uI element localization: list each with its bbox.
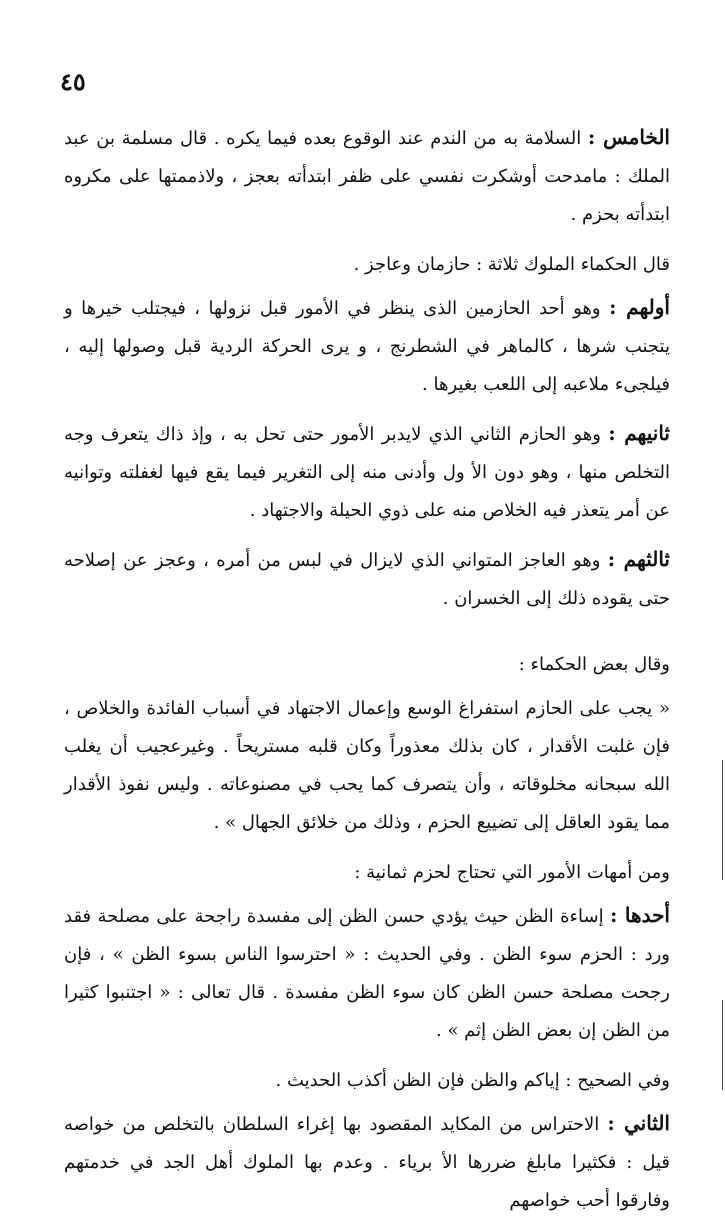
- paragraph-sahih: [64, 1060, 670, 1100]
- paragraph-fifth: [64, 118, 670, 234]
- paragraph-sages-quote: [64, 688, 670, 842]
- page-edge-line: [722, 760, 723, 880]
- paragraph-text: الاحتراس من المكايد المقصود بها إغراء السلطان بالتخلص من خواصه قيل : فكثيرا مابلغ ضررها الأ برياء . وعدم بها الملوك أهل الجد في خدمتهم وفارقوا أحب خواصهم: [64, 1114, 670, 1211]
- paragraph-lead: أحدها :: [609, 903, 670, 927]
- paragraph-text: ومن أمهات الأمور التي تحتاج لحزم ثمانية :: [354, 862, 670, 883]
- paragraph-third-king: [64, 540, 670, 618]
- paragraph-text: وهو العاجز المتواني الذي لايزال في لبس من أمره ، وعجز عن إصلاحه حتى يقوده ذلك إلى الخسران .: [64, 550, 670, 609]
- paragraph-lead: الثاني :: [607, 1111, 670, 1135]
- paragraph-lead: ثالثهم :: [607, 547, 670, 571]
- paragraph-text: وهو أحد الحازمين الذى ينظر في الأمور قبل نزولها ، فيجتلب خيرها و يتجنب شرها ، كالماهر في الشطرنج ، و يرى الحركة الردية قبل وصولها إليه ، فيلجىء ملاعبه إلى اللعب بغيرها .: [64, 298, 670, 395]
- paragraph-text: قال الحكماء الملوك ثلاثة : حازمان وعاجز .: [353, 254, 670, 275]
- paragraph-lead: أولهم :: [609, 295, 670, 319]
- paragraph-text: وقال بعض الحكماء :: [518, 654, 670, 675]
- paragraph-second-matter: [64, 1104, 670, 1220]
- paragraph-text: « يجب على الحازم استفراغ الوسع وإعمال الاجتهاد في أسباب الفائدة والخلاص ، فإن غلبت الأقدار ، كان بذلك معذوراً وكان قلبه مستريحاً . وغيرعجيب أن يغلب الله سبحانه مخلوقاته ، وأن يتصرف كما يحب في مصنوعاته . وليس نفوذ الأقدار مما يقود العاقل إلى تضييع الحزم ، وذلك من خلائق الجهال » .: [64, 698, 670, 833]
- paragraph-second-king: [64, 414, 670, 530]
- paragraph-text: السلامة به من الندم عند الوقوع بعده فيما يكره . قال مسلمة بن عبد الملك : مامدحت أوشكرت نفسي على ظفر ابتدأته بعجز ، ولاذممتها على مكروه ابتدأته بحزم .: [64, 128, 670, 225]
- paragraph-lead: الخامس :: [587, 125, 670, 149]
- paragraph-eight-matters: [64, 852, 670, 892]
- paragraph-kings-intro: [64, 244, 670, 284]
- page-edge-line: [722, 1000, 723, 1090]
- paragraph-text: وفي الصحيح : إياكم والظن فإن الظن أكذب الحديث .: [275, 1070, 670, 1091]
- paragraph-first-king: [64, 288, 670, 404]
- paragraph-text: إساءة الظن حيث يؤدي حسن الظن إلى مفسدة راجحة على مصلحة فقد ورد : الحزم سوء الظن . وفي الحديث : « احترسوا الناس بسوء الظن » ، فإن رجحت مصلحة حسن الظن كان سوء الظن مفسدة . قال تعالى : « اجتنبوا كثيرا من الظن إن بعض الظن إثم » .: [64, 906, 670, 1041]
- page-number: ٤٥: [60, 67, 86, 96]
- paragraph-lead: ثانيهم :: [608, 421, 670, 445]
- paragraph-sages-intro: [64, 644, 670, 684]
- paragraph-first-matter: [64, 896, 670, 1050]
- paragraph-text: وهو الحازم الثاني الذي لايدبر الأمور حتى تحل به ، وإذ ذاك يتعرف وجه التخلص منها ، وهو دون الأ ول وأدنى منه إلى التغرير فيما يقع فيها لغفلته وتوانيه عن أمر يتعذر فيه الخلاص منه على ذوي الحيلة والاجتهاد .: [64, 424, 670, 521]
- page-body: [64, 118, 670, 1230]
